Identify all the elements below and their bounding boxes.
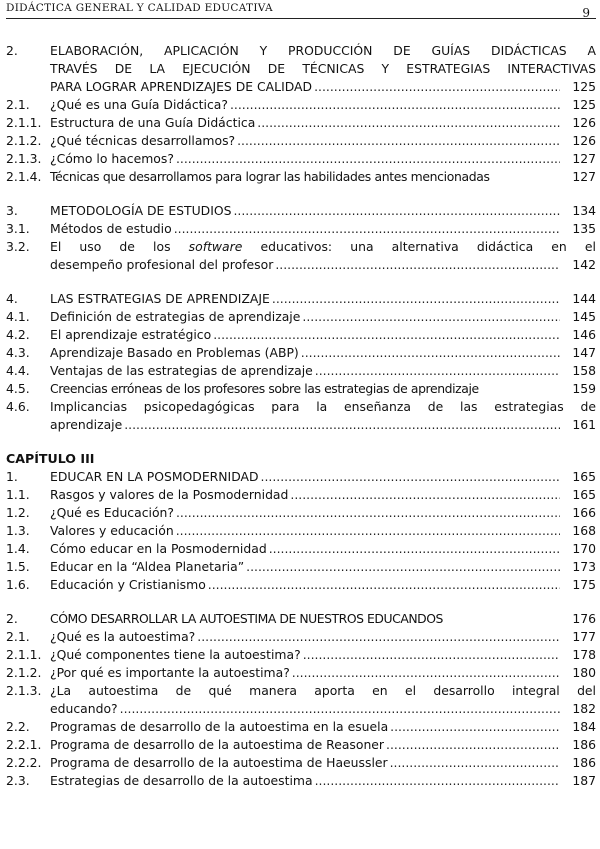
toc-entry: [6, 150, 596, 168]
toc-entry: [6, 576, 596, 594]
entry-number: 3.1.: [6, 221, 30, 236]
toc-entry: [6, 344, 596, 362]
entry-page: 170: [572, 541, 596, 556]
dot-leader: [315, 362, 560, 380]
entry-title: LAS ESTRATEGIAS DE APRENDIZAJE: [50, 291, 270, 306]
entry-page: 165: [572, 469, 596, 484]
entry-number: 2.1.2.: [6, 133, 42, 148]
entry-title: EDUCAR EN LA POSMODERNIDAD: [50, 469, 259, 484]
chapter-heading: CAPÍTULO III: [6, 451, 95, 466]
toc-entry: [6, 486, 596, 504]
entry-title: CÓMO DESARROLLAR LA AUTOESTIMA DE NUESTROS EDUCANDOS: [50, 611, 443, 626]
page-header: [6, 0, 596, 22]
dot-leader: [390, 754, 560, 772]
dot-leader: [213, 326, 560, 344]
dot-leader: [174, 220, 560, 238]
dot-leader: [176, 504, 560, 522]
entry-title: Cómo educar en la Posmodernidad: [50, 541, 267, 556]
entry-page: 125: [572, 97, 596, 112]
entry-number: 2.2.2.: [6, 755, 42, 770]
entry-title: Educar en la “Aldea Planetaria”: [50, 559, 245, 574]
running-title: DIDÁCTICA GENERAL Y CALIDAD EDUCATIVA: [6, 2, 273, 14]
entry-number: 1.4.: [6, 541, 30, 556]
entry-number: 4.4.: [6, 363, 30, 378]
entry-title: ¿Qué es una Guía Didáctica?: [50, 97, 228, 112]
toc-entry: [6, 664, 596, 682]
entry-page: 178: [572, 647, 596, 662]
entry-number: 4.2.: [6, 327, 30, 342]
entry-number: 2.: [6, 611, 18, 626]
entry-page: 165: [572, 487, 596, 502]
entry-title: ¿Qué es Educación?: [50, 505, 174, 520]
dot-leader: [390, 718, 560, 736]
dot-leader: [290, 486, 560, 504]
toc-entry: [6, 132, 596, 150]
entry-title: Valores y educación: [50, 523, 174, 538]
entry-page: 175: [572, 577, 596, 592]
entry-number: 2.1.4.: [6, 169, 42, 184]
entry-page: 145: [572, 309, 596, 324]
toc-entry: [6, 772, 596, 790]
toc-entry: [6, 220, 596, 238]
toc-entry: [6, 718, 596, 736]
entry-page: 187: [572, 773, 596, 788]
toc-entry-4-6: [6, 398, 596, 434]
entry-title: ¿Cómo lo hacemos?: [50, 151, 174, 166]
toc-entry: [6, 628, 596, 646]
entry-page: 177: [572, 629, 596, 644]
entry-number: 2.1.2.: [6, 665, 42, 680]
entry-number: 1.: [6, 469, 18, 484]
entry-title: Educación y Cristianismo: [50, 577, 206, 592]
dot-leader: [230, 96, 560, 114]
entry-page: 142: [572, 257, 596, 272]
entry-page: 173: [572, 559, 596, 574]
toc-entry-2: [6, 42, 596, 96]
dot-leader: [292, 664, 560, 682]
entry-number: 4.1.: [6, 309, 30, 324]
entry-number: 2.1.1.: [6, 647, 42, 662]
entry-title: El aprendizaje estratégico: [50, 327, 212, 342]
entry-title: ¿Qué componentes tiene la autoestima?: [50, 647, 301, 662]
entry-number: 4.: [6, 291, 18, 306]
entry-title-line: educando?: [50, 701, 118, 716]
entry-title: Rasgos y valores de la Posmodernidad: [50, 487, 289, 502]
table-of-contents: [6, 42, 596, 790]
entry-title-line: ELABORACIÓN, APLICACIÓN Y PRODUCCIÓN DE GUÍAS DIDÁCTICAS A: [50, 43, 596, 58]
entry-page: 180: [572, 665, 596, 680]
toc-entry: [6, 736, 596, 754]
toc-entry: [6, 380, 596, 398]
entry-number: 4.6.: [6, 399, 30, 414]
entry-page: 159: [572, 381, 596, 396]
entry-page: 184: [572, 719, 596, 734]
entry-number: 3.2.: [6, 239, 30, 254]
entry-title: Aprendizaje Basado en Problemas (ABP): [50, 345, 299, 360]
entry-number: 2.1.1.: [6, 115, 42, 130]
entry-page: 158: [572, 363, 596, 378]
dot-leader: [314, 78, 560, 96]
dot-leader: [315, 772, 560, 790]
toc-entry: [6, 96, 596, 114]
toc-entry-ch3-1: [6, 468, 596, 486]
dot-leader: [272, 290, 560, 308]
dot-leader: [124, 416, 560, 434]
entry-page: 127: [572, 169, 596, 184]
dot-leader: [237, 132, 560, 150]
toc-entry-2-1-3: [6, 682, 596, 718]
entry-title: Programa de desarrollo de la autoestima de Reasoner: [50, 737, 385, 752]
dot-leader: [233, 202, 560, 220]
entry-title-line: ¿La autoestima de qué manera aporta en el desarrollo integral del: [50, 683, 596, 698]
toc-entry: [6, 168, 596, 186]
entry-page: 161: [572, 417, 596, 432]
entry-title: Métodos de estudio: [50, 221, 172, 236]
dot-leader: [197, 628, 560, 646]
entry-title-line: PARA LOGRAR APRENDIZAJES DE CALIDAD: [50, 79, 313, 94]
entry-title-line: aprendizaje: [50, 417, 123, 432]
dot-leader: [208, 576, 560, 594]
toc-entry-4: [6, 290, 596, 308]
entry-page: 126: [572, 133, 596, 148]
entry-page: 176: [572, 611, 596, 626]
entry-title: ¿Qué técnicas desarrollamos?: [50, 133, 236, 148]
dot-leader: [120, 700, 560, 718]
entry-page: 144: [572, 291, 596, 306]
entry-number: 1.1.: [6, 487, 30, 502]
entry-title: Programas de desarrollo de la autoestima en la esuela: [50, 719, 389, 734]
dot-leader: [269, 540, 560, 558]
toc-entry: [6, 504, 596, 522]
entry-title-line: El uso de los software educativos: una alternativa didáctica en el: [50, 239, 596, 254]
entry-page: 182: [572, 701, 596, 716]
entry-title: Programa de desarrollo de la autoestima de Haeussler: [50, 755, 388, 770]
toc-entry-3-2: [6, 238, 596, 274]
toc-entry: [6, 114, 596, 132]
entry-number: 2.1.: [6, 629, 30, 644]
dot-leader: [301, 344, 560, 362]
dot-leader: [302, 308, 560, 326]
dot-leader: [275, 256, 560, 274]
header-rule: [6, 18, 596, 19]
dot-leader: [176, 150, 560, 168]
entry-title: Definición de estrategias de aprendizaje: [50, 309, 301, 324]
entry-number: 2.2.1.: [6, 737, 42, 752]
dot-leader: [261, 468, 560, 486]
entry-title: Ventajas de las estrategias de aprendizaje: [50, 363, 313, 378]
entry-title: METODOLOGÍA DE ESTUDIOS: [50, 203, 232, 218]
entry-page: 146: [572, 327, 596, 342]
dot-leader: [303, 646, 560, 664]
italic-term: software: [188, 239, 243, 254]
entry-number: 1.2.: [6, 505, 30, 520]
toc-entry: [6, 754, 596, 772]
toc-entry: [6, 362, 596, 380]
entry-number: 2.2.: [6, 719, 30, 734]
toc-entry-ch3-2: [6, 610, 596, 628]
dot-leader: [176, 522, 560, 540]
entry-number: 1.3.: [6, 523, 30, 538]
entry-title: Estructura de una Guía Didáctica: [50, 115, 256, 130]
entry-title: Creencias erróneas de los profesores sobre las estrategias de aprendizaje: [50, 381, 479, 396]
entry-title-line: TRAVÉS DE LA EJECUCIÓN DE TÉCNICAS Y ESTRATEGIAS INTERACTIVAS: [50, 61, 596, 76]
entry-number: 2.1.3.: [6, 683, 42, 698]
dot-leader: [257, 114, 560, 132]
entry-page: 168: [572, 523, 596, 538]
entry-page: 135: [572, 221, 596, 236]
entry-page: 186: [572, 737, 596, 752]
entry-title: ¿Qué es la autoestima?: [50, 629, 196, 644]
entry-number: 2.1.: [6, 97, 30, 112]
entry-number: 2.1.3.: [6, 151, 42, 166]
entry-page: 147: [572, 345, 596, 360]
entry-page: 186: [572, 755, 596, 770]
entry-title: Estrategias de desarrollo de la autoestima: [50, 773, 313, 788]
entry-number: 2.: [6, 43, 18, 58]
toc-entry: [6, 326, 596, 344]
entry-page: 134: [572, 203, 596, 218]
page-number: 9: [582, 6, 590, 20]
entry-number: 1.5.: [6, 559, 30, 574]
toc-entry: [6, 540, 596, 558]
toc-entry: [6, 558, 596, 576]
entry-page: 166: [572, 505, 596, 520]
entry-page: 125: [572, 79, 596, 94]
entry-number: 3.: [6, 203, 18, 218]
entry-title-line: Implicancias psicopedagógicas para la enseñanza de las estrategias de: [50, 399, 596, 414]
entry-number: 2.3.: [6, 773, 30, 788]
entry-number: 1.6.: [6, 577, 30, 592]
entry-title-line: desempeño profesional del profesor: [50, 257, 274, 272]
toc-entry-3: [6, 202, 596, 220]
toc-entry: [6, 646, 596, 664]
toc-entry: [6, 308, 596, 326]
dot-leader: [246, 558, 560, 576]
entry-page: 126: [572, 115, 596, 130]
entry-title: Técnicas que desarrollamos para lograr las habilidades antes mencionadas: [50, 169, 490, 184]
entry-page: 127: [572, 151, 596, 166]
entry-number: 4.5.: [6, 381, 30, 396]
entry-title: ¿Por qué es importante la autoestima?: [50, 665, 290, 680]
entry-number: 4.3.: [6, 345, 30, 360]
toc-entry: [6, 522, 596, 540]
dot-leader: [386, 736, 560, 754]
